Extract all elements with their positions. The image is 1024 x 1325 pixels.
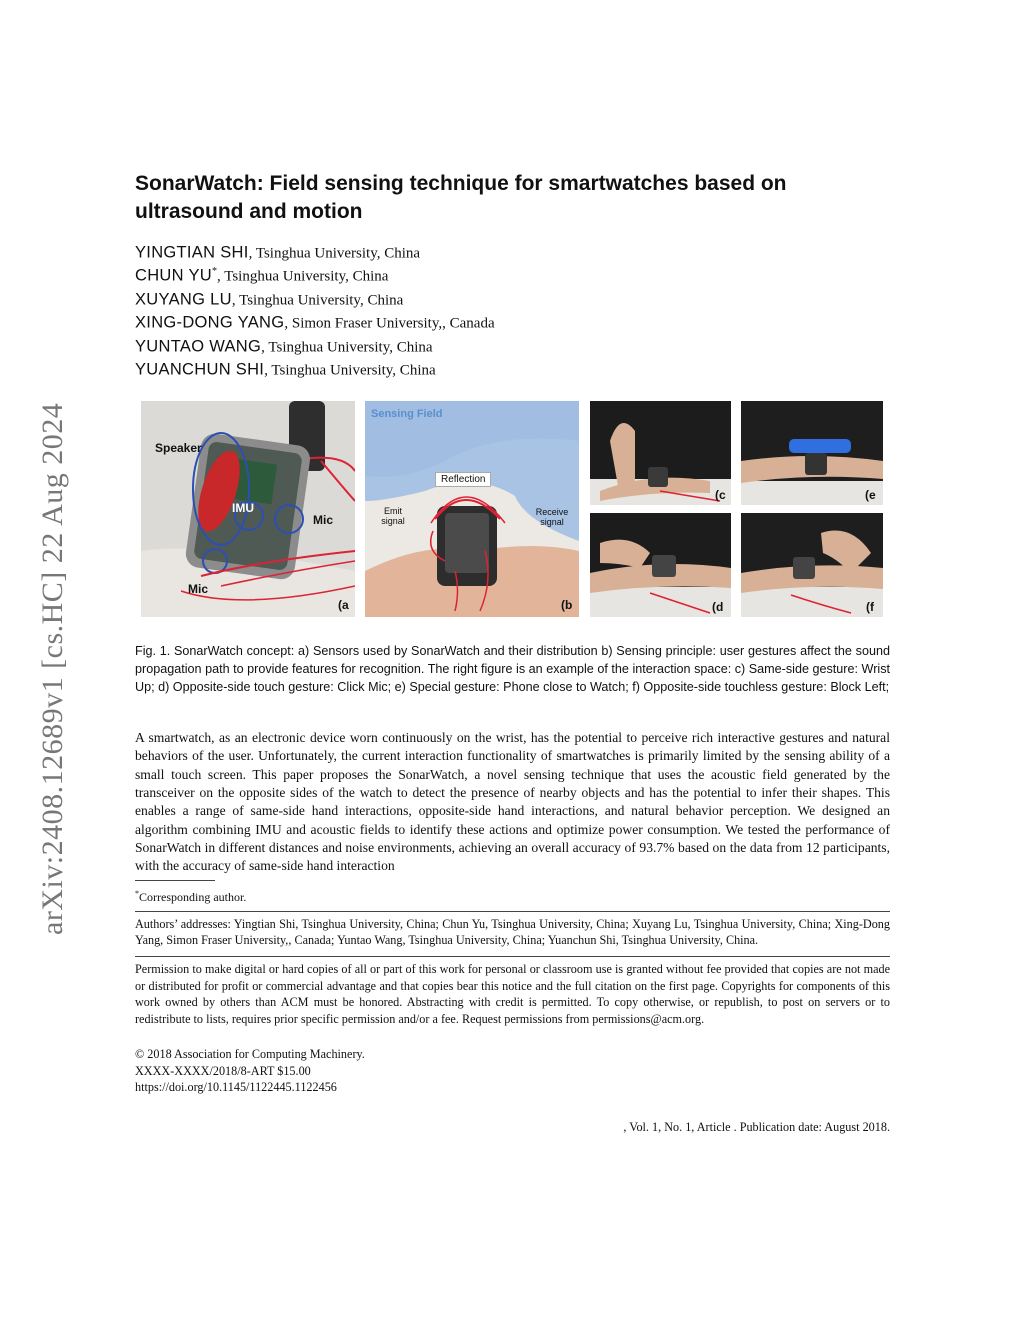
author-affiliation: , Tsinghua University, China <box>264 362 436 379</box>
addresses-rule <box>135 911 890 912</box>
speaker-label: Speaker <box>155 441 202 455</box>
author-entry <box>135 354 895 377</box>
panel-c-label: (c <box>715 488 726 502</box>
doi-link[interactable]: https://doi.org/10.1145/1122445.1122456 <box>135 1080 337 1095</box>
figure-1 <box>141 401 883 617</box>
phone-close-gesture-photo <box>741 401 883 505</box>
author-entry <box>135 331 895 354</box>
copyright-line: © 2018 Association for Computing Machinery. <box>135 1047 365 1061</box>
footnote <box>135 886 246 905</box>
author-entry <box>135 284 895 307</box>
figure-panel-f <box>741 513 883 617</box>
wrist-up-gesture-photo <box>590 401 731 505</box>
author-entry <box>135 237 895 260</box>
author-name: CHUN YU <box>135 266 212 285</box>
author-name: XUYANG LU <box>135 290 232 309</box>
receive-signal-label: Receive signal <box>535 507 569 527</box>
author-name: XING-DONG YANG <box>135 313 285 332</box>
panel-f-label: (f <box>866 600 874 614</box>
author-affiliation: , Tsinghua University, China <box>248 245 421 262</box>
arxiv-identifier: arXiv:2408.12689v1 [cs.HC] 22 Aug 2024 <box>36 402 69 935</box>
mic-bottom-label: Mic <box>188 582 209 596</box>
abstract: A smartwatch, as an electronic device worn continuously on the wrist, has the potential to perceive rich interactive gestures and natural behaviors of the user. Unfortunately, the current interaction functionality of smartwatches is primarily limited by the sensing ability of a small touch screen. This paper proposes the SonarWatch, a novel sensing technique that uses the acoustic field generated by the transceiver on the opposite sides of the watch to detect the presence of nearby objects and has the potential to infer their shapes. This enables a range of same-side hand interactions, opposite-side hand interactions, and natural behavior perception. We designed an algorithm combining IMU and acoustic fields to identify these actions and optimize power consumption. We tested the performance of SonarWatch in different distances and noise environments, achieving an overall accuracy of 93.7% based on the data from 12 participants, with the accuracy of same-side hand interaction <box>135 730 890 874</box>
author-mark: * <box>211 266 217 278</box>
author-addresses: Authors’ addresses: Yingtian Shi, Tsinghua University, China; Chun Yu, Tsinghua University, China; Xuyang Lu, Tsinghua University, China; Xing-Dong Yang, Simon Fraser University,, Canada; Yuntao Wang, Tsinghua University, China; Yuanchun Shi, Tsinghua University, China. <box>135 917 890 948</box>
author-affiliation: , Tsinghua University, China <box>261 338 433 355</box>
issn-line: XXXX-XXXX/2018/8-ART $15.00 <box>135 1063 311 1078</box>
author-affiliation: , Tsinghua University, China <box>216 268 389 285</box>
reflection-label: Reflection <box>435 472 491 487</box>
emit-signal-label: Emit signal <box>381 506 405 526</box>
panel-a-label: (a <box>338 598 349 612</box>
figure-panel-e <box>741 401 883 505</box>
author-affiliation: , Tsinghua University, China <box>231 292 404 309</box>
publication-info <box>135 1046 365 1096</box>
panel-d-label: (d <box>712 600 724 614</box>
panel-e-label: (e <box>865 488 876 502</box>
permission-rule <box>135 956 890 957</box>
sensing-field-label: Sensing Field <box>371 408 443 420</box>
block-left-gesture-photo <box>741 513 883 617</box>
author-entry <box>135 260 895 283</box>
imu-label: IMU <box>232 501 254 515</box>
panel-b-label: (b <box>561 598 573 612</box>
figure-caption: Fig. 1. SonarWatch concept: a) Sensors used by SonarWatch and their distribution b) Sensing principle: user gestures affect the sound propagation path to provide features for recognition. The right figure is an example of the interaction space: c) Same-side gesture: Wrist Up; d) Opposite-side touch gesture: Click Mic; e) Special gesture: Phone close to Watch; f) Opposite-side touchless gesture: Block Left; <box>135 644 890 695</box>
figure-panel-b <box>365 401 579 617</box>
click-mic-gesture-photo <box>590 513 731 617</box>
footnote-text: Corresponding author. <box>139 890 247 904</box>
author-name: YINGTIAN SHI <box>135 243 249 262</box>
author-list <box>135 237 895 377</box>
footnote-mark: * <box>135 889 139 898</box>
figure-panel-c <box>590 401 731 505</box>
figure-panel-a <box>141 401 355 617</box>
author-name: YUNTAO WANG <box>135 336 262 355</box>
author-name: YUANCHUN SHI <box>135 360 265 379</box>
figure-panel-d <box>590 513 731 617</box>
author-entry <box>135 307 895 330</box>
paper-title: SonarWatch: Field sensing technique for smartwatches based on ultrasound and motion <box>135 172 787 223</box>
footnote-rule <box>135 880 215 881</box>
author-affiliation: , Simon Fraser University,, Canada <box>284 315 495 332</box>
permission-notice: Permission to make digital or hard copies of all or part of this work for personal or classroom use is granted without fee provided that copies are not made or distributed for profit or commercial advantage and that copies bear this notice and the full citation on the first page. Copyrights for components of this work owned by others than ACM must be honored. Abstracting with credit is permitted. To copy otherwise, or republish, to post on servers or to redistribute to lists, requires prior specific permission and/or a fee. Request permissions from permissions@acm.org. <box>135 962 890 1026</box>
mic-right-label: Mic <box>313 513 334 527</box>
page-footer: , Vol. 1, No. 1, Article . Publication date: August 2018. <box>623 1120 890 1134</box>
